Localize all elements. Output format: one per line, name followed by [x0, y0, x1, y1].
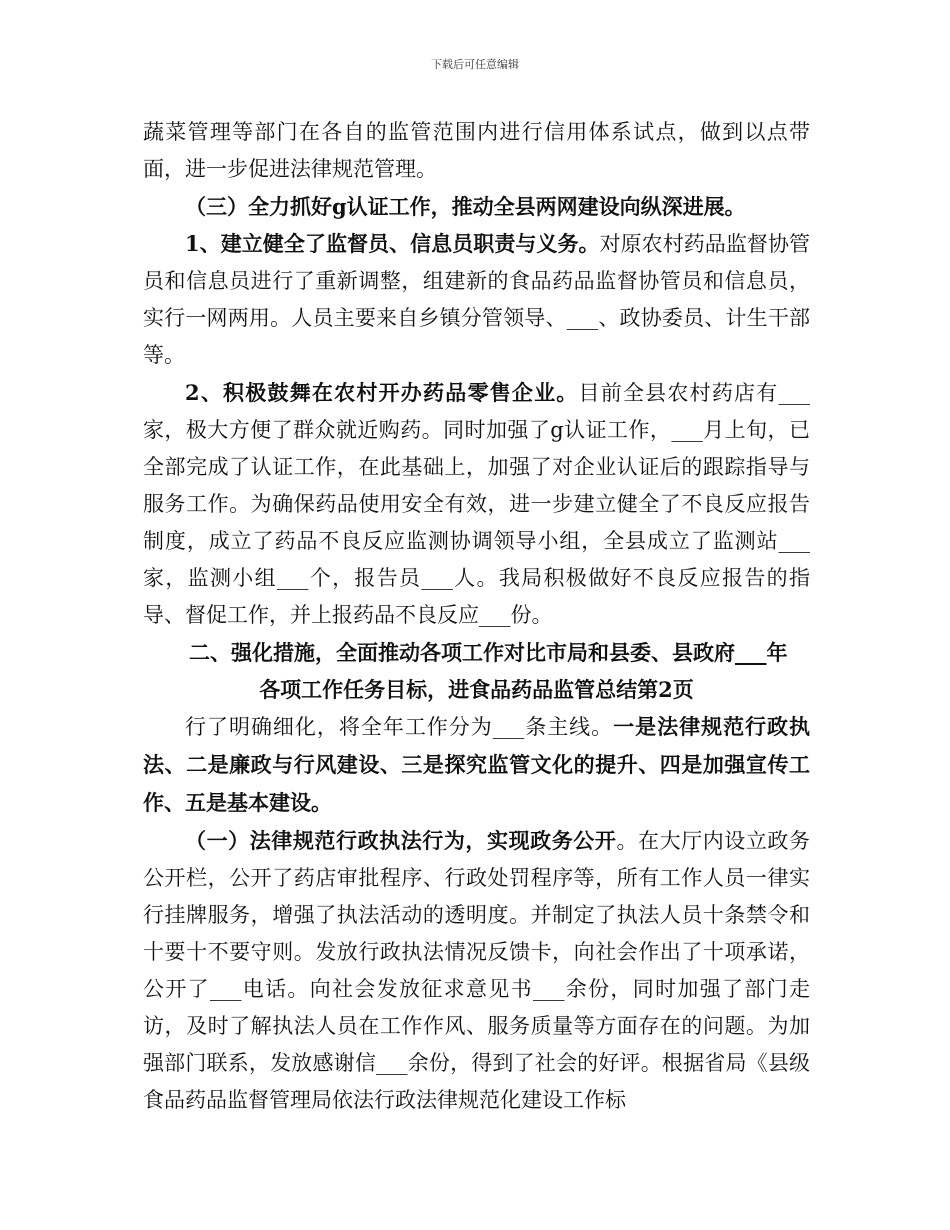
- paragraph-text: 对原农村药品监督协管员和信息员进行了重新调整，组建新的食品药品监督协管员和信息员，实行一网两用。人员主要来自乡镇分管领导、___、政协委员、计生干部等。: [143, 232, 810, 367]
- document-body: [143, 114, 810, 1119]
- section-heading-2-line1: 二、强化措施，全面推动各项工作对比市局和县委、县政府___年: [189, 640, 788, 665]
- paragraph-main-lines: [143, 708, 810, 822]
- paragraph-lead: 2、积极鼓舞在农村开办药品零售企业。: [185, 380, 579, 405]
- paragraph-rural-pharmacies: [143, 374, 810, 634]
- paragraph-bold-text: 一是法律规范行政执法、二是廉政与行风建设、三是探究监管文化的提升、四是加强宣传工作、五是基本建设。: [143, 714, 811, 815]
- paragraph-text: 。在大厅内设立政务公开栏，公开了药店审批程序、行政处罚程序等，所有工作人员一律实行挂牌服务，增强了执法活动的透明度。并制定了执法人员十条禁令和十要十不要守则。发放行政执法情况反馈卡，向社会作出了十项承诺，公开了___电话。向社会发放征求意见书___余份，同时加强了部门走访，及时了解执法人员在工作作风、服务质量等方面存在的问题。为加强部门联系，发放感谢信___余份，得到了社会的好评。根据省局《县级食品药品监督管理局依法行政法律规范化建设工作标: [143, 829, 811, 1112]
- paragraph-text: 目前全县农村药店有___家，极大方便了群众就近购药。同时加强了g认证工作，___月上旬，已全部完成了认证工作，在此基础上，加强了对企业认证后的跟踪指导与服务工作。为确保药品使用安全有效，进一步建立健全了不良反应报告制度，成立了药品不良反应监测协调领导小组，全县成立了监测站___家，监测小组___个，报告员___人。我局积极做好不良反应报告的指导、督促工作，并上报药品不良反应___份。: [143, 381, 810, 627]
- paragraph-open-governance: [143, 822, 810, 1119]
- paragraph-supervisors: [143, 225, 810, 374]
- section-heading-2-line2: 各项工作任务目标，进食品药品监管总结第2页: [259, 677, 694, 702]
- section-heading-3: （三）全力抓好g认证工作，推动全县两网建设向纵深进展。: [185, 194, 746, 219]
- paragraph-lead: （一）法律规范行政执法行为，实现政务公开: [185, 828, 617, 853]
- paragraph-text: 行了明确细化，将全年工作分为___条主线。: [185, 715, 614, 739]
- page-header-note: 下载后可任意编辑: [431, 58, 519, 71]
- paragraph-lead: 1、建立健全了监督员、信息员职责与义务。: [185, 231, 600, 256]
- paragraph-continued: 蔬菜管理等部门在各自的监管范围内进行信用体系试点，做到以点带面，进一步促进法律规范管理。: [143, 120, 810, 181]
